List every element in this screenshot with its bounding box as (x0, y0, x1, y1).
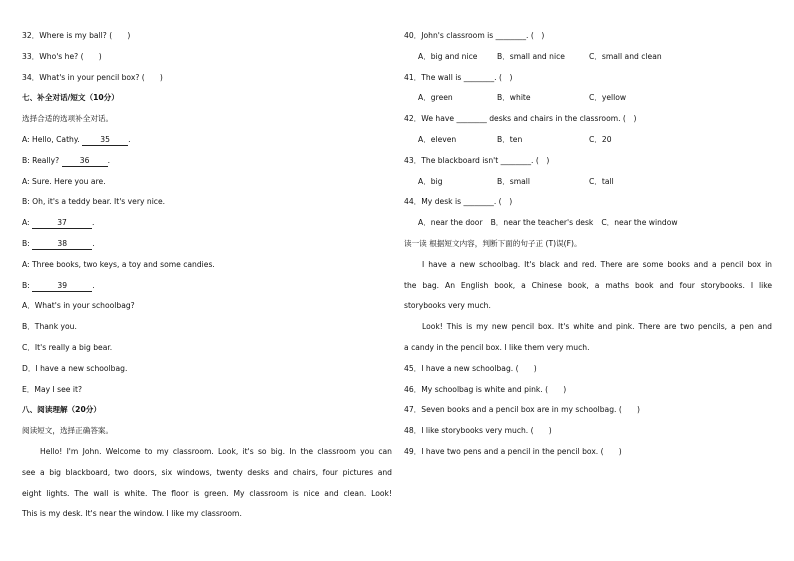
question-43: 43．The blackboard isn't ________. ( ) (404, 155, 550, 165)
question-33: 33．Who's he? ( ) (22, 51, 102, 61)
dialogue-line-5: A: 37 . (22, 218, 95, 228)
dialogue-line-6: B: 38 . (22, 238, 95, 248)
dialogue-line-3: A: Sure. Here you are. (22, 176, 106, 186)
option-b: B．near the teacher's desk (490, 218, 594, 228)
answer-blank-37: 37 (32, 217, 92, 229)
section-8-instruction: 阅读短文，选择正确答案。 (22, 426, 114, 436)
option-a: A．near the door (418, 218, 483, 228)
reading-passage-line: Look! This is my new pencil box. It's white and pink. There are two pencils, a pen and (422, 322, 772, 332)
option-b: B．small and nice (497, 51, 565, 61)
dialogue-line-1: A: Hello, Cathy. 35 . (22, 134, 131, 144)
option-a: A．big (418, 176, 443, 186)
option-b: B．white (497, 93, 531, 103)
option-b: B．ten (497, 134, 523, 144)
dialogue-line-7: A: Three books, two keys, a toy and some candies. (22, 259, 215, 269)
reading-passage-line: eight lights. The wall is white. The floor is green. My classroom is nice and clean. Look! (22, 488, 392, 498)
question-44-options (404, 213, 772, 234)
dialogue-text: B: Really? (22, 155, 60, 165)
reading-passage-line: see a big blackboard, two doors, six windows, twenty desks and chairs, four pictures and (22, 467, 392, 477)
question-43-options (404, 172, 772, 193)
question-34: 34．What's in your pencil box? ( ) (22, 72, 163, 82)
dialogue-text: B: (22, 238, 30, 248)
option-e: E．May I see it? (22, 384, 82, 394)
question-47: 47．Seven books and a pencil box are in my schoolbag. ( ) (404, 405, 640, 415)
reading-passage-line: storybooks very much. (404, 301, 491, 311)
option-b: B．small (497, 176, 531, 186)
reading-passage-line: a candy in the pencil box. I like them very much. (404, 342, 590, 352)
reading-passage-line: This is my desk. It's near the window. I like my classroom. (22, 509, 242, 519)
question-48: 48．I like storybooks very much. ( ) (404, 426, 552, 436)
option-a: A．eleven (418, 134, 457, 144)
dialogue-text: B: (22, 280, 30, 290)
option-a: A．green (418, 93, 453, 103)
option-c: C．tall (589, 176, 614, 186)
option-b: B．Thank you. (22, 322, 77, 332)
section-7-title: 七、补全对话/短文（10分） (22, 93, 119, 103)
question-45: 45．I have a new schoolbag. ( ) (404, 363, 537, 373)
option-c: C．20 (589, 134, 612, 144)
reading-passage-line: Hello! I'm John. Welcome to my classroom. Look, it's so big. In the classroom you can (40, 446, 392, 456)
answer-blank-36: 36 (62, 155, 108, 167)
dialogue-line-4: B: Oh, it's a teddy bear. It's very nice. (22, 197, 166, 207)
option-c: C．small and clean (589, 51, 662, 61)
section-7-instruction: 选择合适的选项补全对话。 (22, 114, 114, 124)
reading-instruction: 读一读 根据短文内容，判断下面的句子正 (T)误(F)。 (404, 238, 582, 248)
option-c: C．It's really a big bear. (22, 342, 113, 352)
left-column (22, 26, 392, 525)
dialogue-line-2: B: Really? 36 . (22, 155, 111, 165)
answer-blank-38: 38 (32, 238, 92, 250)
option-c: C．near the window (601, 218, 678, 228)
question-49: 49．I have two pens and a pencil in the pencil box. ( ) (404, 446, 622, 456)
question-32: 32．Where is my ball? ( ) (22, 31, 131, 40)
question-46: 46．My schoolbag is white and pink. ( ) (404, 384, 567, 394)
answer-blank-39: 39 (32, 280, 92, 292)
option-a: A．What's in your schoolbag? (22, 301, 135, 311)
section-8-title: 八、阅读理解（20分） (22, 405, 101, 415)
right-column (404, 26, 772, 463)
answer-blank-35: 35 (82, 134, 128, 146)
option-c: C．yellow (589, 93, 627, 103)
question-40: 40．John's classroom is ________. ( ) (404, 31, 545, 40)
dialogue-line-8: B: 39 . (22, 280, 95, 290)
reading-passage-line: the bag. An English book, a Chinese book, a maths book and four storybooks. I like (404, 280, 772, 290)
question-44: 44．My desk is ________. ( ) (404, 197, 513, 207)
question-40-options (404, 47, 772, 68)
dialogue-text: A: (22, 218, 30, 228)
dialogue-text: A: Hello, Cathy. (22, 134, 80, 144)
reading-passage-line: I have a new schoolbag. It's black and red. There are some books and a pencil box in (422, 259, 772, 269)
option-a: A．big and nice (418, 51, 478, 61)
question-41-options (404, 88, 772, 109)
question-41: 41．The wall is ________. ( ) (404, 72, 513, 82)
option-d: D．I have a new schoolbag. (22, 363, 128, 373)
question-42: 42．We have ________ desks and chairs in the classroom. ( ) (404, 114, 637, 124)
question-42-options (404, 130, 772, 151)
